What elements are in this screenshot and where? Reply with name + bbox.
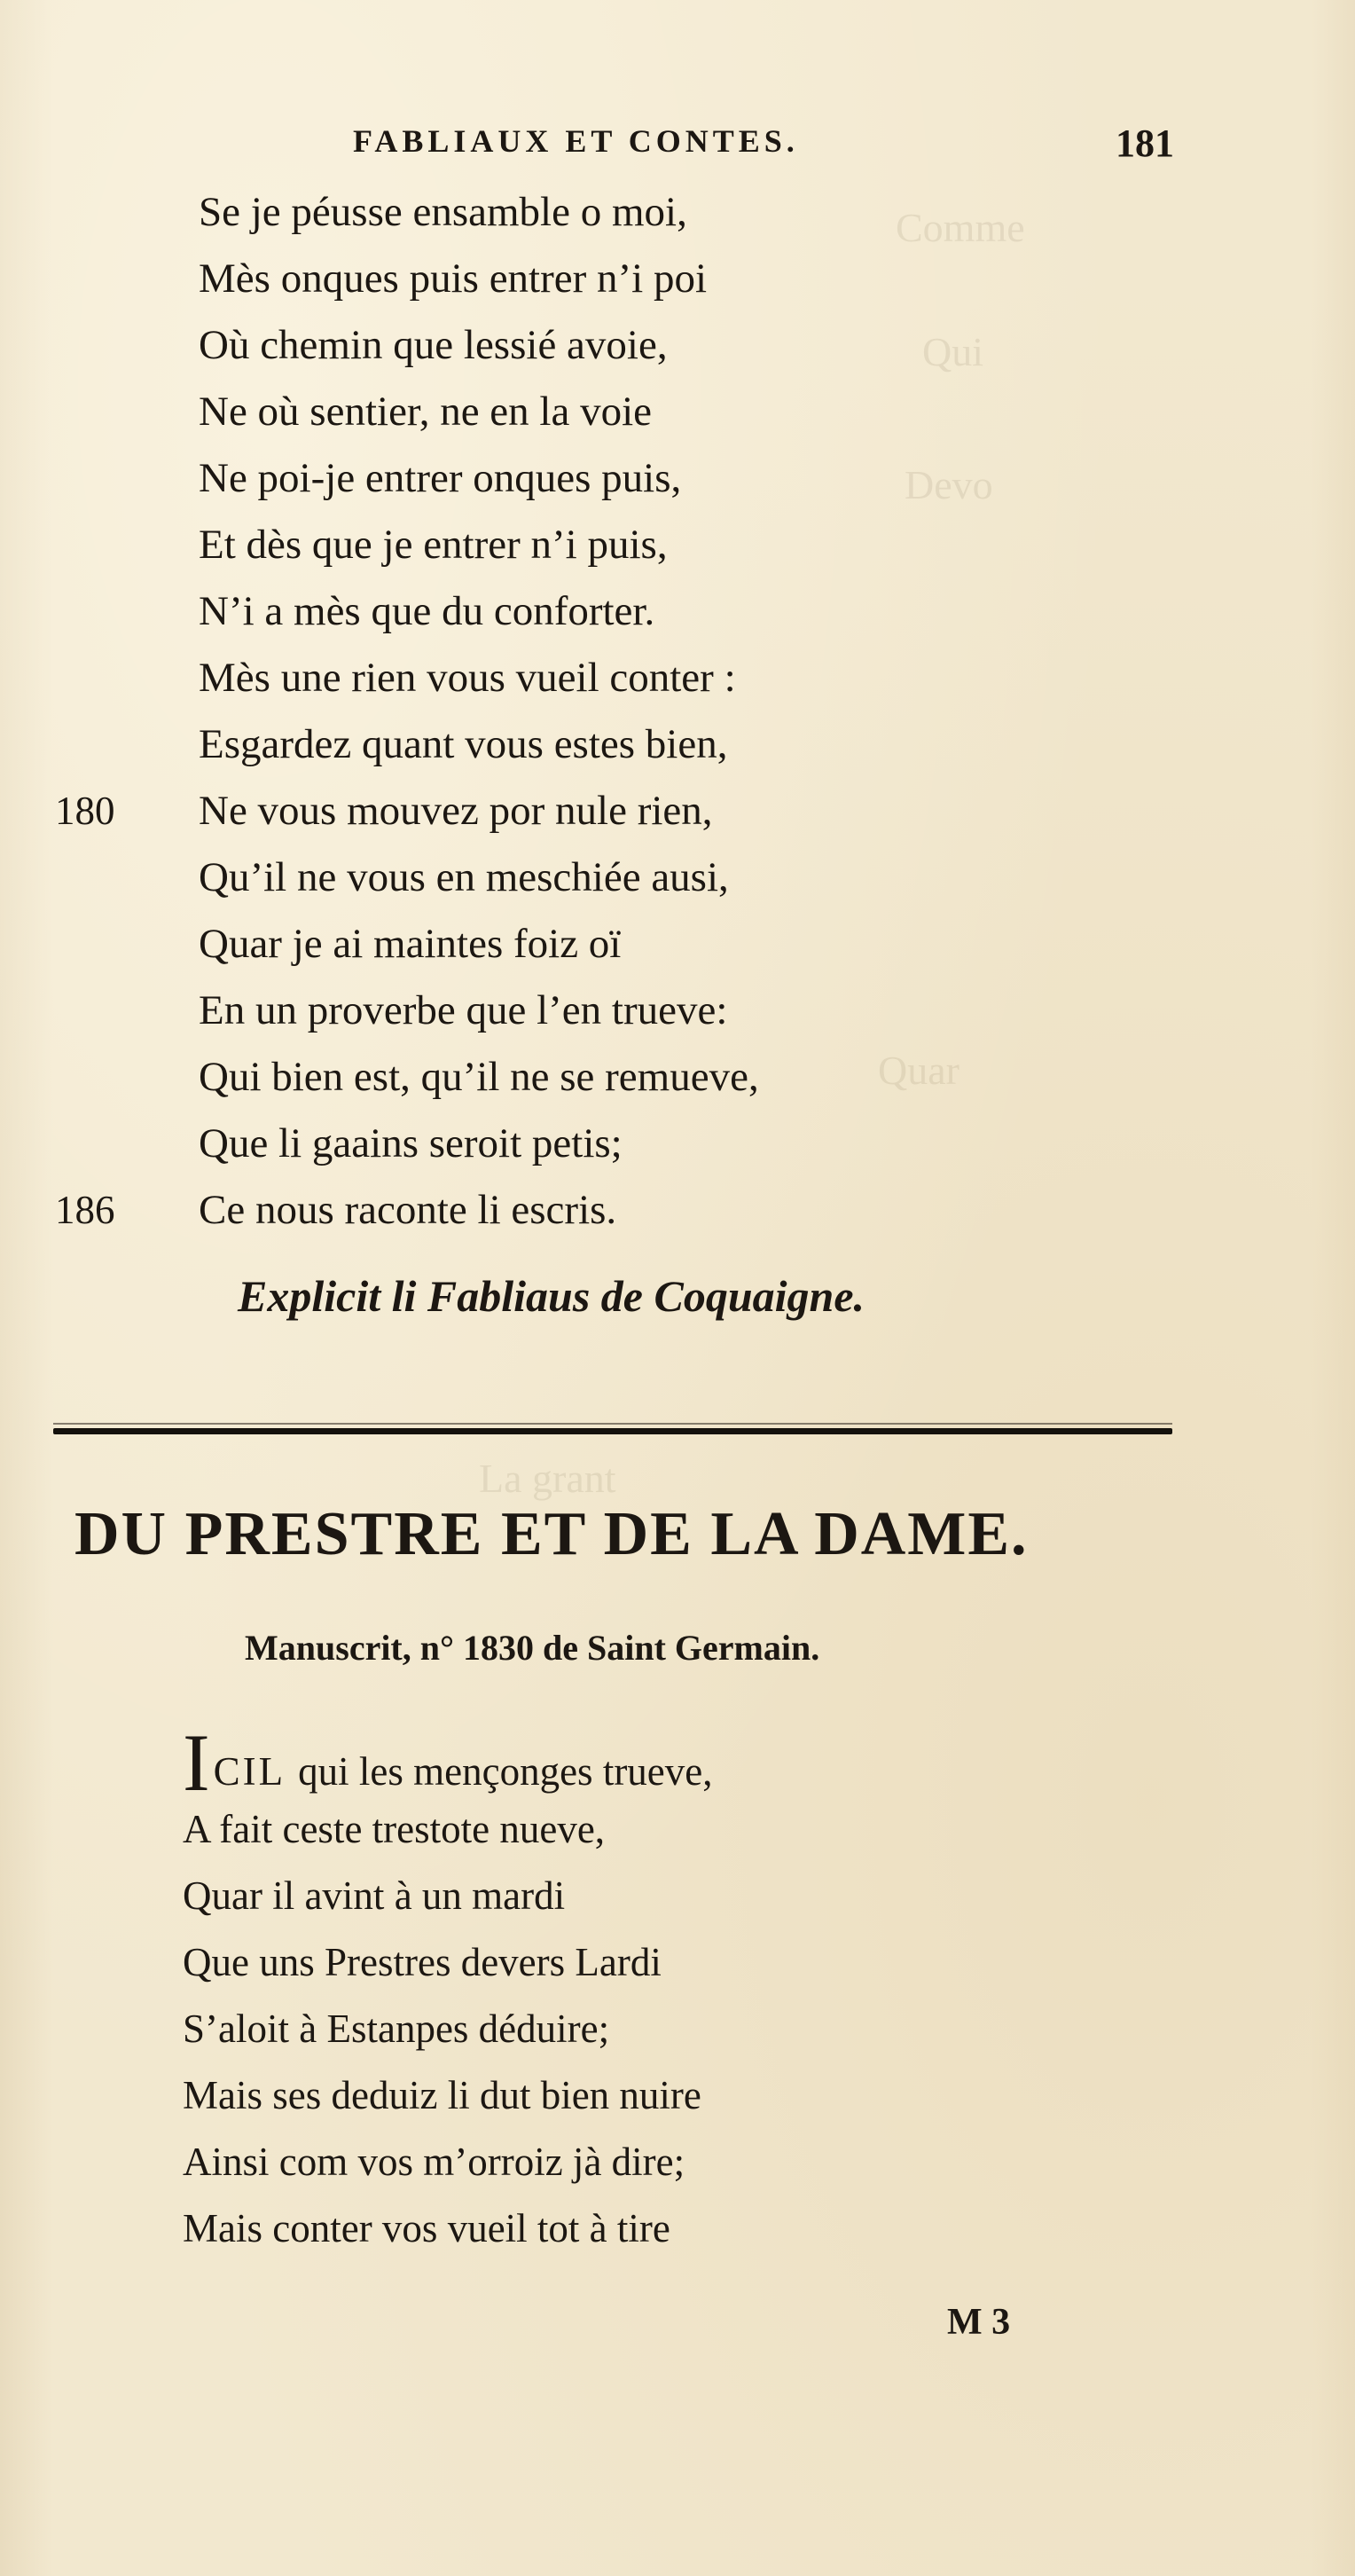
show-through-text: Comme [896, 205, 1025, 250]
verse-text: Où chemin que lessié avoie, [199, 322, 668, 368]
verse-text: Mès onques puis entrer n’i poi [199, 255, 708, 302]
poem-line: A fait ceste trestote nueve, [183, 1807, 606, 1851]
verse-line [199, 711, 1085, 778]
verse-line [199, 978, 1085, 1044]
page-number: 181 [1116, 122, 1174, 165]
verse-line [199, 645, 1085, 711]
verse-line [55, 778, 1085, 844]
running-title: FABLIAUX ET CONTES. [353, 123, 799, 159]
verse-text: Ne vous mouvez por nule rien, [199, 788, 713, 834]
poem-line: Quar il avint à un mardi [183, 1873, 566, 1918]
manuscript-source: Manuscrit, n° 1830 de Saint Germain. [245, 1628, 820, 1668]
poem-line: S’aloit à Estanpes déduire; [183, 2007, 610, 2051]
verse-line [199, 911, 1085, 978]
verse-text: En un proverbe que l’en trueve: [199, 987, 728, 1033]
poem-first-line [183, 1717, 1069, 1808]
verse-line [199, 312, 1085, 379]
poem-block [183, 1717, 1069, 2262]
line-number: 186 [55, 1188, 115, 1232]
verse-line [199, 379, 1085, 445]
section-title: DU PRESTRE ET DE LA DAME. [74, 1500, 1029, 1568]
verse-text: Quar je ai maintes foiz oï [199, 921, 622, 967]
show-through-text: Devo [905, 462, 993, 507]
verse-line [199, 578, 1085, 645]
verse-line [199, 179, 1085, 246]
verse-text: Se je péusse ensamble o moi, [199, 189, 687, 235]
poem-line: Ainsi com vos m’orroiz jà dire; [183, 2140, 685, 2184]
verse-line [199, 1111, 1085, 1177]
poem-line: Que uns Prestres devers Lardi [183, 1940, 662, 1984]
verse-text: N’i a mès que du conforter. [199, 588, 655, 634]
verse-line [199, 445, 1085, 512]
section-divider-thin [53, 1423, 1172, 1425]
verse-text: Mès une rien vous vueil conter : [199, 655, 736, 701]
verse-line [199, 512, 1085, 578]
poem-line: Mais conter vos vueil tot à tire [183, 2206, 670, 2250]
verse-text: Ne où sentier, ne en la voie [199, 389, 653, 435]
verse-text: Esgardez quant vous estes bien, [199, 721, 728, 767]
initial-word-rest: CIL [213, 1749, 286, 1794]
verse-line [199, 246, 1085, 312]
verse-text: Que li gaains seroit petis; [199, 1120, 623, 1166]
poem-line: Mais ses deduiz li dut bien nuire [183, 2073, 701, 2117]
verse-block-top [55, 179, 1085, 1244]
explicit-line: Explicit li Fabliaus de Coquaigne. [238, 1271, 865, 1321]
line-number: 180 [55, 789, 115, 833]
verse-line [199, 844, 1085, 911]
verse-text: Ce nous raconte li escris. [199, 1187, 617, 1233]
show-through-text: Qui [922, 329, 983, 374]
show-through-text: La grant [479, 1456, 616, 1501]
verse-line [55, 1177, 1085, 1244]
drop-initial: I [183, 1717, 210, 1808]
show-through-text: Quar [878, 1048, 959, 1093]
signature-mark: M 3 [947, 2302, 1011, 2343]
verse-text: Qui bien est, qu’il ne se remueve, [199, 1054, 759, 1100]
verse-line [199, 1044, 1085, 1111]
section-divider [53, 1428, 1172, 1434]
first-line-text: qui les mençonges trueve, [298, 1749, 713, 1794]
verse-text: Ne poi-je entrer onques puis, [199, 455, 682, 501]
verse-text: Qu’il ne vous en meschiée ausi, [199, 854, 729, 900]
verse-text: Et dès que je entrer n’i puis, [199, 522, 668, 568]
